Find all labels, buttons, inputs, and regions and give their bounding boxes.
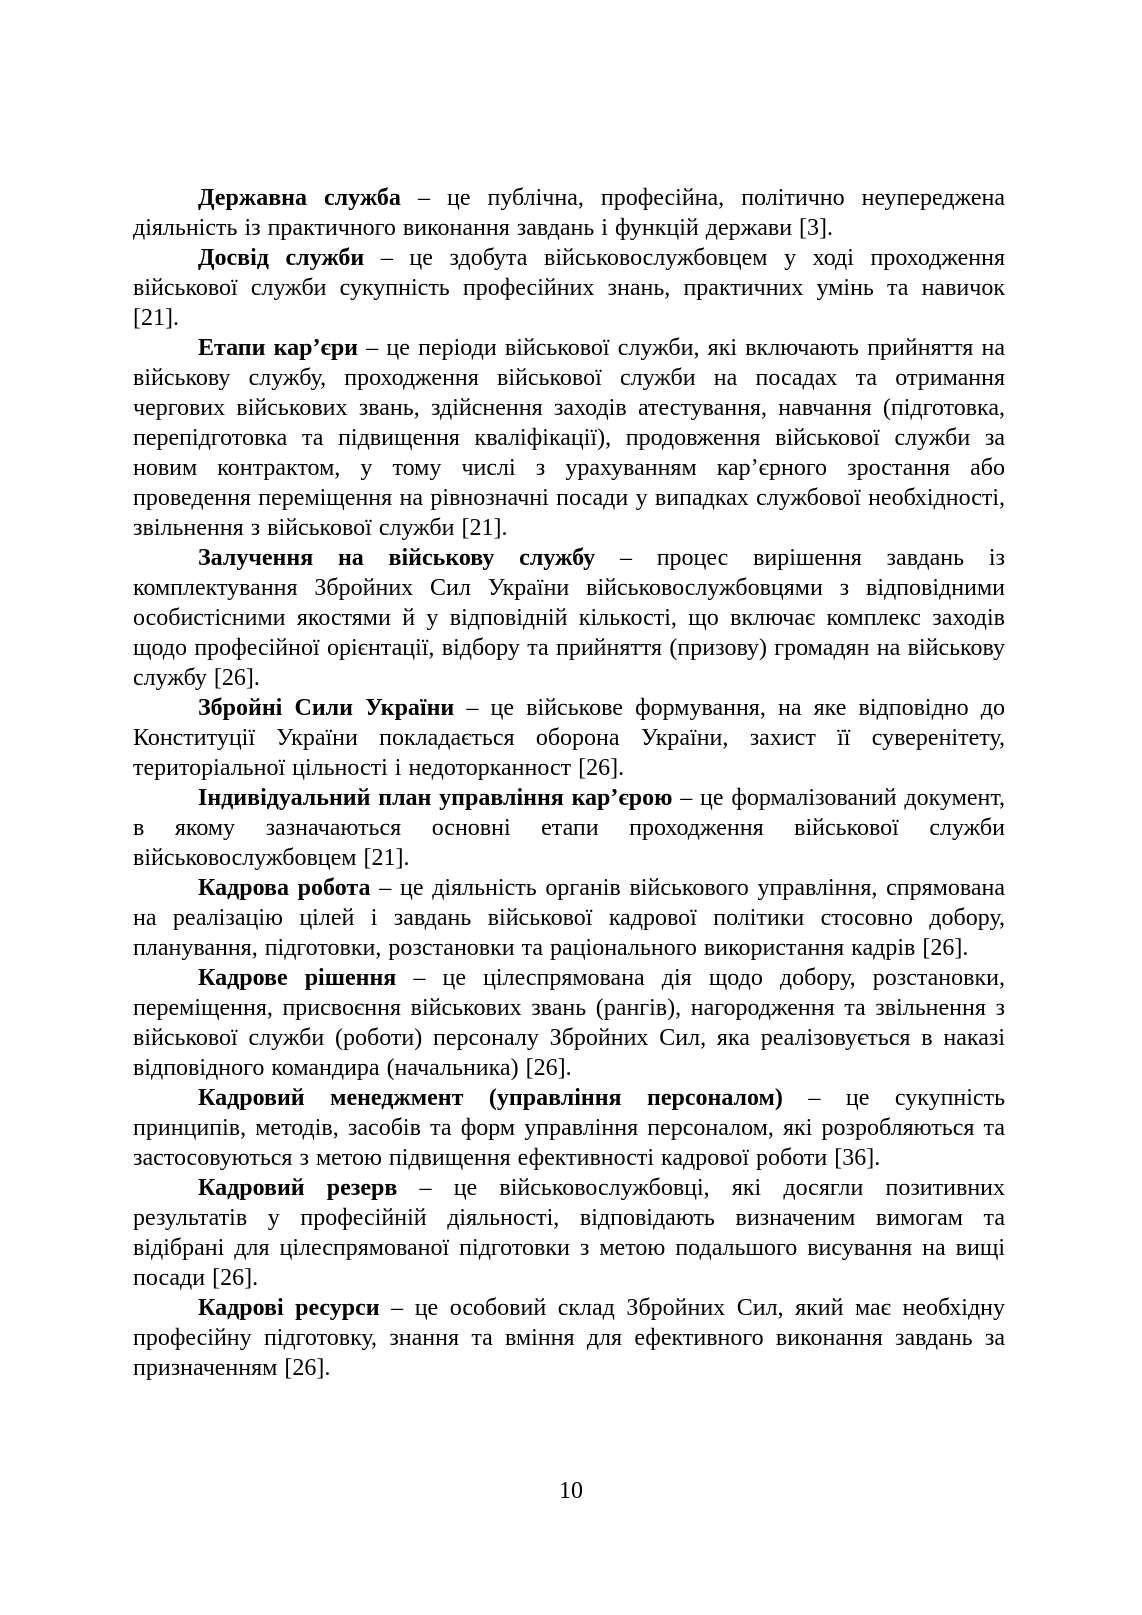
definition: – процес вирішення завдань із комплектування Збройних Сил України військовослужбовцями з відповідними особистісними якостями й у відповідній кількості, що включає комплекс заходів щодо професійної орієнтації, відбору та прийняття (призову) громадян на військову службу [26]. xyxy=(133,545,1005,691)
definition: – це цілеспрямована дія щодо добору, розстановки, переміщення, присвоєння військових звань (рангів), нагородження та звільнення з військової служби (роботи) персоналу Збройних Сил, яка реалізовується в наказі відповідного командира (начальника) [26]. xyxy=(133,965,1005,1081)
term: Державна служба xyxy=(198,185,401,211)
definition: – це військовослужбовці, які досягли позитивних результатів у професійній діяльності, відповідають визначеним вимогам та відібрані для цілеспрямованої підготовки з метою подальшого висування на вищі посади [26]. xyxy=(133,1175,1006,1291)
term: Кадровий резерв xyxy=(198,1175,398,1201)
paragraph xyxy=(133,783,1005,873)
term: Збройні Сили України xyxy=(198,695,455,721)
term: Кадровий менеджмент (управління персоналом) xyxy=(198,1085,783,1111)
definition: – це сукупність принципів, методів, засобів та форм управління персоналом, які розробляються та застосовуються з метою підвищення ефективності кадрової роботи [36]. xyxy=(133,1085,1006,1171)
paragraph xyxy=(133,243,1005,333)
term: Етапи кар’єри xyxy=(198,335,358,361)
paragraph xyxy=(133,963,1005,1083)
term: Досвід служби xyxy=(198,245,365,271)
definition: – це військове формування, на яке відповідно до Конституції України покладається оборона України, захист її суверенітету, територіальної цільності і недоторканност [26]. xyxy=(133,695,1006,781)
page-number: 10 xyxy=(559,1478,583,1504)
definition: – це здобута військовослужбовцем у ході проходження військової служби сукупність професійних знань, практичних умінь та навичок [21]. xyxy=(133,245,1005,331)
paragraph xyxy=(133,873,1005,963)
term: Індивідуальний план управління кар’єрою xyxy=(198,785,673,811)
paragraph xyxy=(133,183,1005,243)
text-content xyxy=(133,183,1005,1383)
term: Залучення на військову службу xyxy=(198,545,596,571)
definition: – це діяльність органів військового управління, спрямована на реалізацію цілей і завдань військової кадрової політики стосовно добору, планування, підготовки, розстановки та раціонального використання кадрів [26]. xyxy=(133,875,1006,961)
paragraph xyxy=(133,333,1005,543)
definition: – це формалізований документ, в якому зазначаються основні етапи проходження військової служби військовослужбовцем [21]. xyxy=(133,785,1005,871)
term: Кадрова робота xyxy=(198,875,371,901)
paragraph xyxy=(133,543,1005,693)
definition: – це особовий склад Збройних Сил, який має необхідну професійну підготовку, знання та вміння для ефективного виконання завдань за призначенням [26]. xyxy=(133,1295,1006,1381)
definition: – це публічна, професійна, політично неупереджена діяльність із практичного виконання завдань і функцій держави [3]. xyxy=(133,185,1006,241)
term: Кадрові ресурси xyxy=(198,1295,380,1321)
paragraph xyxy=(133,1293,1005,1383)
paragraph xyxy=(133,1173,1005,1293)
definition: – це періоди військової служби, які включають прийняття на військову службу, проходження військової служби на посадах та отримання чергових військових звань, здійснення заходів атестування, навчання (підготовка, перепідготовка та підвищення кваліфікації), продовження військової служби за новим контрактом, у тому числі з урахуванням кар’єрного зростання або проведення переміщення на рівнозначні посади у випадках службової необхідності, звільнення з військової служби [21]. xyxy=(133,335,1006,541)
term: Кадрове рішення xyxy=(198,965,397,991)
paragraph xyxy=(133,1083,1005,1173)
paragraph xyxy=(133,693,1005,783)
